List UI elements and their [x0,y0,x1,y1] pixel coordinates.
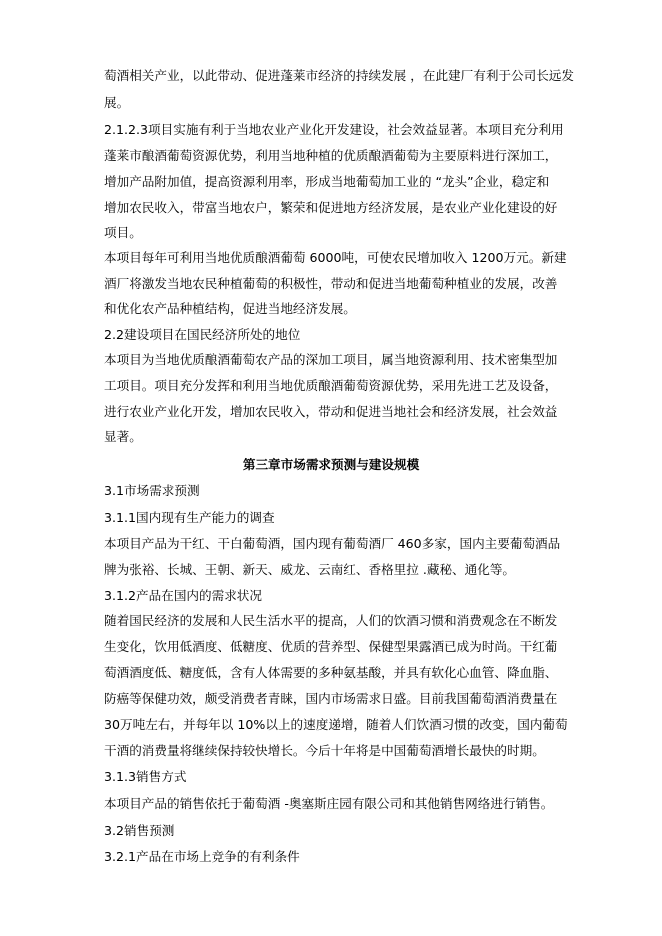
section-heading: 3.1.1国内现有生产能力的调查 [104,510,275,525]
text-line: 牌为张裕、长城、王朝、新天、威龙、云南红、香格里拉 .藏秘、通化等。 [104,562,516,577]
section-heading: 3.2销售预测 [104,823,175,838]
text-line: 本项目产品为干红、干白葡萄酒，国内现有葡萄酒厂 460多家，国内主要葡萄酒品 [104,536,561,551]
text-line: 本项目产品的销售依托于葡萄酒 -奥塞斯庄园有限公司和其他销售网络进行销售。 [104,796,554,811]
text-line: 酒厂将激发当地农民种植葡萄的积极性，带动和促进当地葡萄种植业的发展，改善 [104,276,558,291]
text-line: 增加产品附加值，提高资源利用率，形成当地葡萄加工业的 “龙头”企业，稳定和 [104,174,550,189]
text-line: 干酒的消费量将继续保持较快增长。今后十年将是中国葡萄酒增长最快的时期。 [104,743,545,758]
text-line: 工项目。项目充分发挥和利用当地优质酿酒葡萄资源优势，采用先进工艺及设备， [104,378,558,393]
section-heading: 3.2.1产品在市场上竞争的有利条件 [104,849,300,864]
text-line: 展。 [104,95,130,110]
chapter-title: 第三章市场需求预测与建设规模 [242,457,420,472]
text-line: 进行农业产业化开发，增加农民收入，带动和促进当地社会和经济发展，社会效益 [104,404,558,419]
text-line: 和优化农产品种植结构，促进当地经济发展。 [104,301,356,316]
text-line: 显著。 [104,429,142,444]
section-heading: 3.1.3销售方式 [104,769,187,784]
text-line: 萄酒酒度低、糖度低，含有人体需要的多种氨基酸，并具有软化心血管、降血脂、 [104,665,558,680]
text-line: 蓬莱市酿酒葡萄资源优势，利用当地种植的优质酿酒葡萄为主要原料进行深加工， [104,148,558,163]
section-heading: 3.1市场需求预测 [104,483,200,498]
text-line: 本项目为当地优质酿酒葡萄农产品的深加工项目，属当地资源利用、技术密集型加 [104,352,558,367]
text-line: 随着国民经济的发展和人民生活水平的提高，人们的饮酒习惯和消费观念在不断发 [104,613,558,628]
text-line: 项目。 [104,225,142,240]
text-line: 2.1.2.3项目实施有利于当地农业产业化开发建设，社会效益显著。本项目充分利用 [104,122,564,137]
text-line: 防癌等保健功效，颇受消费者青睐，国内市场需求日盛。目前我国葡萄酒消费量在 [104,691,558,706]
text-line: 萄酒相关产业，以此带动、促进蓬莱市经济的持续发展 ，在此建厂有利于公司长远发 [104,68,574,83]
text-line: 本项目每年可利用当地优质酿酒葡萄 6000吨，可使农民增加收入 1200万元。新建 [104,250,567,265]
section-heading: 2.2建设项目在国民经济所处的地位 [104,327,301,342]
text-line: 生变化，饮用低酒度、低糖度、优质的营养型、保健型果露酒已成为时尚。干红葡 [104,639,558,654]
text-line: 30万吨左右，并每年以 10%以上的速度递增，随着人们饮酒习惯的改变，国内葡萄 [104,717,568,732]
section-heading: 3.1.2产品在国内的需求状况 [104,588,262,603]
text-line: 增加农民收入，带富当地农户，繁荣和促进地方经济发展，是农业产业化建设的好 [104,200,558,215]
